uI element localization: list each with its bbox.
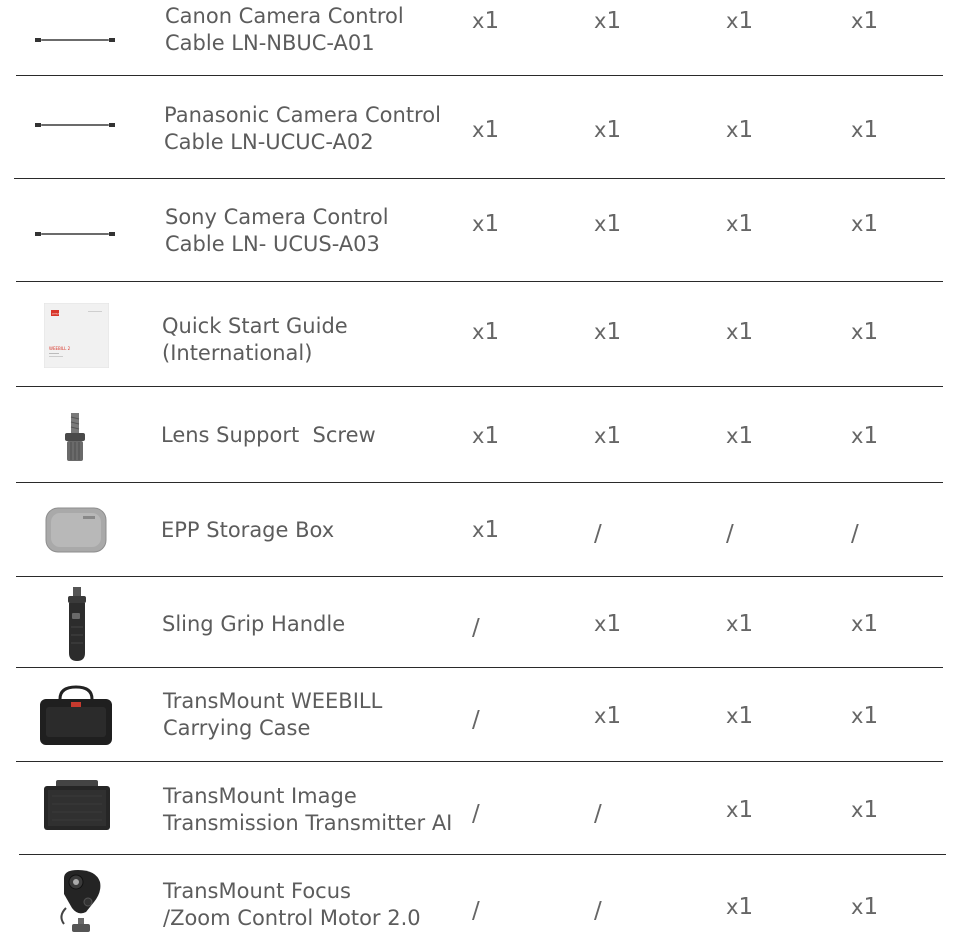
guide-booklet-icon (44, 303, 109, 368)
row-divider (16, 75, 943, 76)
storage-box-icon (45, 507, 107, 553)
quantity-cell: / (472, 801, 480, 827)
quantity-cell: x1 (594, 319, 622, 345)
quantity-cell: / (472, 707, 480, 733)
quantity-cell: x1 (726, 8, 754, 34)
cable-icon (35, 227, 115, 241)
quantity-cell: x1 (594, 423, 622, 449)
screw-icon (64, 413, 86, 463)
cable-icon (35, 33, 115, 47)
quantity-cell: x1 (472, 8, 500, 34)
item-name: TransMount Focus /Zoom Control Motor 2.0 (163, 879, 421, 930)
row-divider (16, 576, 943, 577)
row-divider (14, 178, 945, 179)
item-name: TransMount Image Transmission Transmitter AI (163, 784, 453, 835)
transmitter-icon (42, 780, 112, 832)
quantity-cell: x1 (594, 8, 622, 34)
item-name: EPP Storage Box (161, 518, 335, 542)
quantity-cell: x1 (472, 423, 500, 449)
quantity-cell: x1 (851, 8, 879, 34)
quantity-cell: x1 (726, 117, 754, 143)
quantity-cell: / (851, 521, 859, 547)
quantity-cell: x1 (726, 797, 754, 823)
quantity-cell: x1 (726, 703, 754, 729)
quantity-cell: x1 (726, 894, 754, 920)
quantity-cell: x1 (472, 517, 500, 543)
row-divider (16, 482, 943, 483)
focus-motor-icon (56, 868, 106, 936)
quantity-cell: / (594, 898, 602, 924)
guide-cover-brand: ZHIYUN (52, 313, 60, 316)
quantity-cell: / (472, 898, 480, 924)
quantity-cell: x1 (726, 211, 754, 237)
quantity-cell: x1 (851, 703, 879, 729)
guide-cover-title: WEEBILL 2 (49, 346, 71, 351)
item-name: Panasonic Camera Control Cable LN-UCUC-A02 (164, 103, 441, 154)
quantity-cell: / (726, 521, 734, 547)
quantity-cell: x1 (472, 319, 500, 345)
row-divider (16, 386, 943, 387)
quantity-cell: x1 (726, 611, 754, 637)
quantity-cell: x1 (594, 611, 622, 637)
quantity-cell: x1 (472, 211, 500, 237)
quantity-cell: x1 (851, 611, 879, 637)
carrying-case-icon (38, 685, 114, 747)
item-name: Sling Grip Handle (162, 612, 346, 636)
quantity-cell: / (472, 615, 480, 641)
quantity-cell: x1 (594, 703, 622, 729)
quantity-cell: x1 (726, 319, 754, 345)
quantity-cell: x1 (472, 117, 500, 143)
row-divider (16, 667, 943, 668)
item-name: Sony Camera Control Cable LN- UCUS-A03 (165, 205, 389, 256)
cable-icon (35, 118, 115, 132)
quantity-cell: x1 (851, 117, 879, 143)
item-name: TransMount WEEBILL Carrying Case (163, 689, 383, 740)
quantity-cell: x1 (851, 894, 879, 920)
row-divider (16, 281, 943, 282)
quantity-cell: / (594, 801, 602, 827)
quantity-cell: x1 (726, 423, 754, 449)
item-name: Quick Start Guide (International) (162, 314, 348, 365)
item-name: Lens Support Screw (161, 423, 376, 447)
quantity-cell: x1 (851, 319, 879, 345)
row-divider (19, 854, 946, 855)
quantity-cell: x1 (594, 117, 622, 143)
quantity-cell: / (594, 521, 602, 547)
quantity-cell: x1 (851, 797, 879, 823)
quantity-cell: x1 (594, 211, 622, 237)
row-divider (16, 761, 943, 762)
grip-handle-icon (63, 587, 91, 662)
item-name: Canon Camera Control Cable LN-NBUC-A01 (165, 4, 404, 55)
quantity-cell: x1 (851, 211, 879, 237)
quantity-cell: x1 (851, 423, 879, 449)
